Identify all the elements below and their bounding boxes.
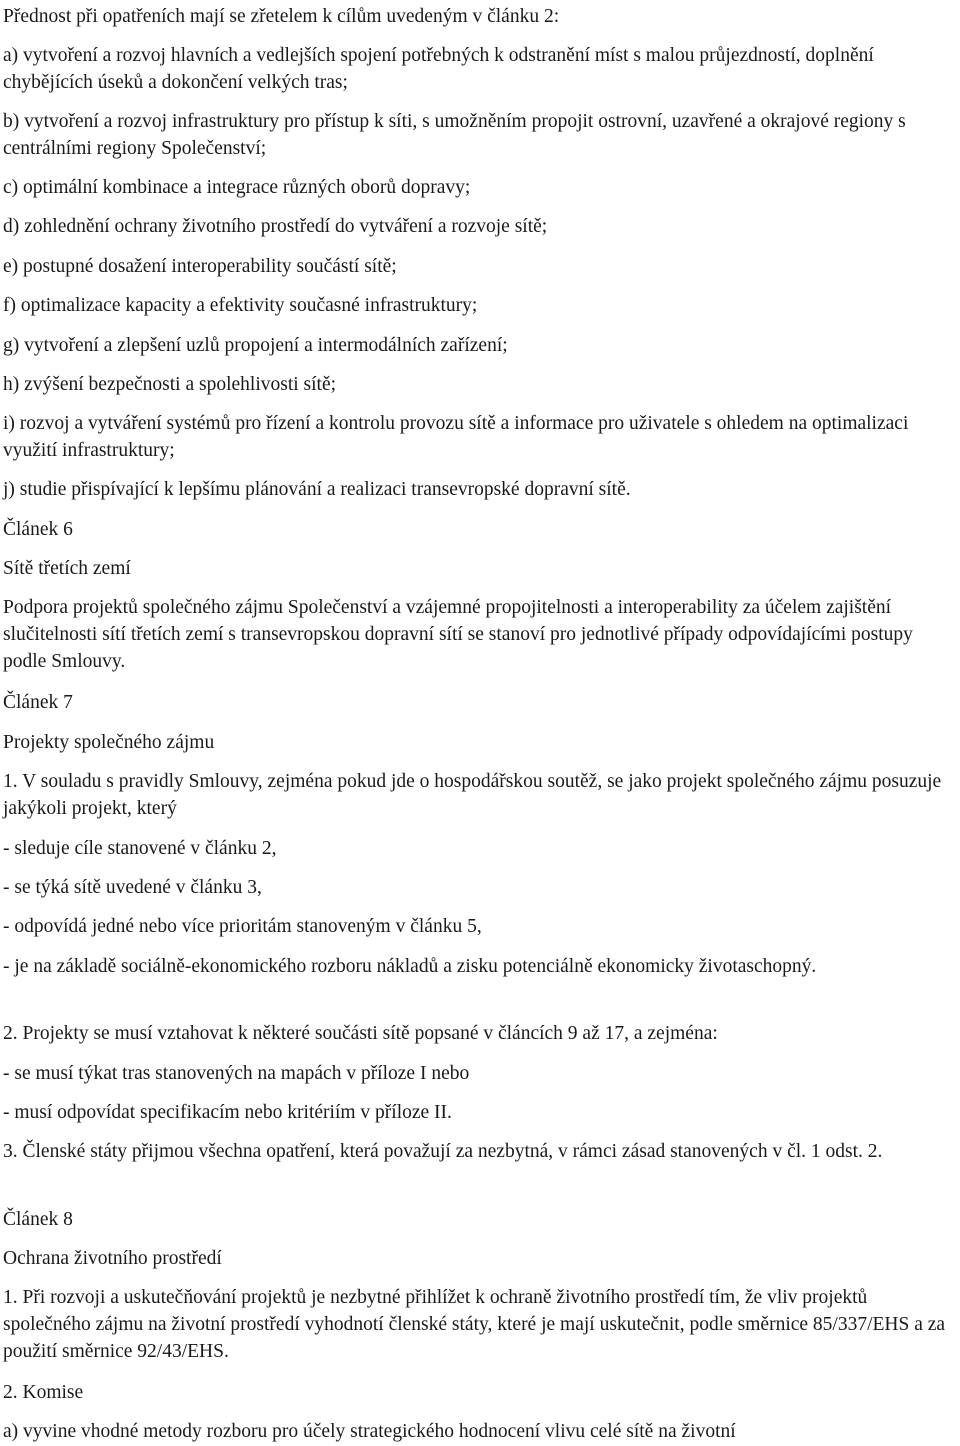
list-item-j: j) studie přispívající k lepšímu plánování a realizaci transevropské dopravní sítě. [3,479,631,500]
article-7-dash-2: - se týká sítě uvedené v článku 3, [3,877,262,898]
list-item-a: a) vytvoření a rozvoj hlavních a vedlejších spojení potřebných k odstranění míst s malou průjezdností, doplnění chybějících úseků a dokončení velkých tras; [3,45,874,93]
article-8-heading: Článek 8 [3,1209,73,1230]
article-6-heading: Článek 6 [3,519,73,540]
list-item-c: c) optimální kombinace a integrace různých oborů dopravy; [3,177,471,198]
article-7-title: Projekty společného zájmu [3,732,215,753]
article-7-dash-4: - je na základě sociálně-ekonomického rozboru nákladů a zisku potenciálně ekonomicky životaschopný. [3,956,817,977]
article-7-dash-3: - odpovídá jedné nebo více prioritám stanoveným v článku 5, [3,916,482,937]
article-7-dash-6: - musí odpovídat specifikacím nebo kritériím v příloze II. [3,1102,452,1123]
article-7-dash-5: - se musí týkat tras stanovených na mapách v příloze I nebo [3,1063,470,1084]
article-7-heading: Článek 7 [3,692,73,713]
article-8-point-1: 1. Při rozvoji a uskutečňování projektů je nezbytné přihlížet k ochraně životního prostředí tím, že vliv projektů společného zájmu na životní prostředí vyhodnotí členské státy, které je mají uskutečnit, podle směrnice 85/337/EHS a za použití směrnice 92/43/EHS. [3,1287,946,1362]
list-item-h: h) zvýšení bezpečnosti a spolehlivosti sítě; [3,374,337,395]
article-7-point-2: 2. Projekty se musí vztahovat k některé součásti sítě popsané v článcích 9 až 17, a zejména: [3,1023,718,1044]
article-6-body: Podpora projektů společného zájmu Společenství a vzájemné propojitelnosti a interoperability za účelem zajištění slučitelnosti sítí třetích zemí s transevropskou dopravní sítí se stanoví pro jednotlivé případy odpovídajícími postupy podle Smlouvy. [3,597,913,672]
intro-paragraph: Přednost při opatřeních mají se zřetelem k cílům uvedeným v článku 2: [3,6,560,27]
list-item-d: d) zohlednění ochrany životního prostředí do vytváření a rozvoje sítě; [3,216,548,237]
list-item-f: f) optimalizace kapacity a efektivity současné infrastruktury; [3,295,478,316]
article-6-title: Sítě třetích zemí [3,558,131,579]
list-item-e: e) postupné dosažení interoperability součástí sítě; [3,256,397,277]
article-8-point-2: 2. Komise [3,1382,84,1403]
article-8-point-2-a: a) vyvine vhodné metody rozboru pro účely strategického hodnocení vlivu celé sítě na životní [3,1421,736,1442]
article-8-title: Ochrana životního prostředí [3,1248,222,1269]
list-item-i: i) rozvoj a vytváření systémů pro řízení a kontrolu provozu sítě a informace pro uživatele s ohledem na optimalizaci využití infrastruktury; [3,413,909,461]
article-7-point-3: 3. Členské státy přijmou všechna opatření, která považují za nezbytná, v rámci zásad stanovených v čl. 1 odst. 2. [3,1141,883,1162]
list-item-g: g) vytvoření a zlepšení uzlů propojení a intermodálních zařízení; [3,335,508,356]
list-item-b: b) vytvoření a rozvoj infrastruktury pro přístup k síti, s umožněním propojit ostrovní, uzavřené a okrajové regiony s centrálními regiony Společenství; [3,111,906,159]
article-7-point-1: 1. V souladu s pravidly Smlouvy, zejména pokud jde o hospodářskou soutěž, se jako projekt společného zájmu posuzuje jakýkoli projekt, který [3,771,942,819]
article-7-dash-1: - sleduje cíle stanovené v článku 2, [3,838,277,859]
